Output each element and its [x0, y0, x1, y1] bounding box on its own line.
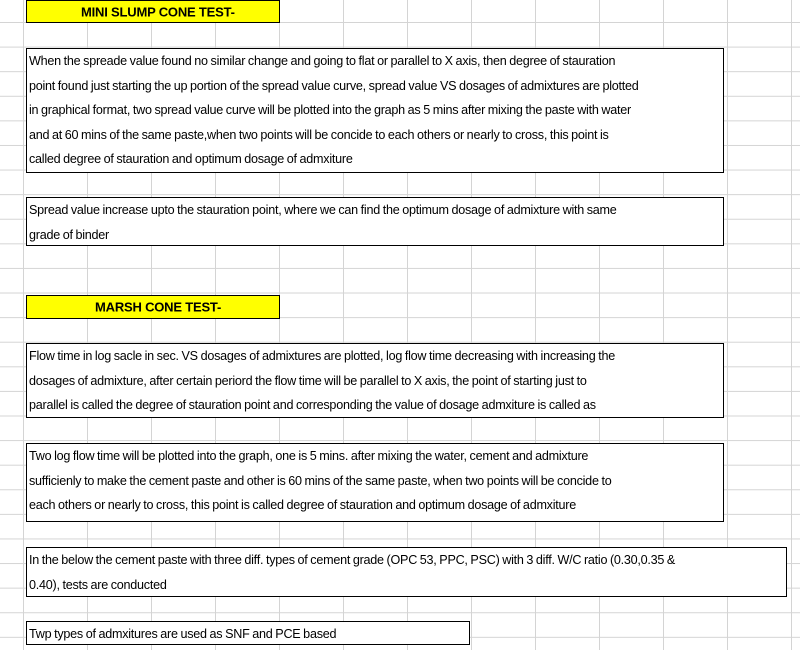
text-line: grade of binder — [29, 227, 109, 242]
text-line: 0.40), tests are conducted — [29, 577, 167, 592]
text-line: Two log flow time will be plotted into the graph, one is 5 mins. after mixing the water, cement and admixture — [29, 449, 589, 463]
text-line: parallel is called the degree of stauration point and corresponding the value of dosage admxiture is called as — [29, 398, 596, 413]
text-line: called degree of stauration and optimum dosage of admxiture — [29, 152, 353, 167]
text-line: and at 60 mins of the same paste,when two points will be concide to each others or nearly to cross, this point is — [29, 127, 609, 142]
text-line: each others or nearly to cross, this point is called degree of stauration and optimum dosage of admxiture — [29, 498, 576, 513]
text-line: In the below the cement paste with three diff. types of cement grade (OPC 53, PPC, PSC) with 3 diff. W/C ratio (0.30,0.35 & — [29, 553, 676, 567]
text-line: point found just starting the up portion of the spread value curve, spread value VS dosages of admixtures are plotted — [29, 78, 639, 93]
log-flow-time-box[interactable] — [26, 443, 724, 522]
marsh-cone-title: MARSH CONE TEST- — [95, 299, 222, 315]
cement-grade-note-box[interactable] — [26, 547, 787, 597]
text-line: sufficienly to make the cement paste and other is 60 mins of the same paste, when two points will be concide to — [29, 473, 612, 488]
text-line: When the spreade value found no similar change and going to flat or parallel to X axis, then degree of stauration — [29, 54, 616, 68]
spread-value-note-box[interactable] — [26, 197, 724, 246]
marsh-cone-header[interactable] — [26, 295, 280, 319]
mini-slump-cone-title: MINI SLUMP CONE TEST- — [81, 4, 235, 19]
text-line: Flow time in log sacle in sec. VS dosages of admixtures are plotted, log flow time decreasing with increasing the — [29, 349, 615, 363]
text-line: Twp types of admxitures are used as SNF and PCE based — [29, 627, 337, 641]
admixture-types-box[interactable] — [26, 621, 470, 645]
marsh-cone-description-box[interactable] — [26, 343, 724, 418]
mini-slump-cone-header[interactable] — [26, 0, 280, 23]
text-line: in graphical format, two spread value curve will be plotted into the graph as 5 mins after mixing the paste with water — [29, 103, 631, 118]
mini-slump-description-box[interactable] — [26, 48, 724, 173]
text-line: dosages of admixture, after certain periord the flow time will be parallel to X axis, the point of starting just to — [29, 373, 587, 388]
text-line: Spread value increase upto the stauration point, where we can find the optimum dosage of admixture with same — [29, 203, 617, 217]
